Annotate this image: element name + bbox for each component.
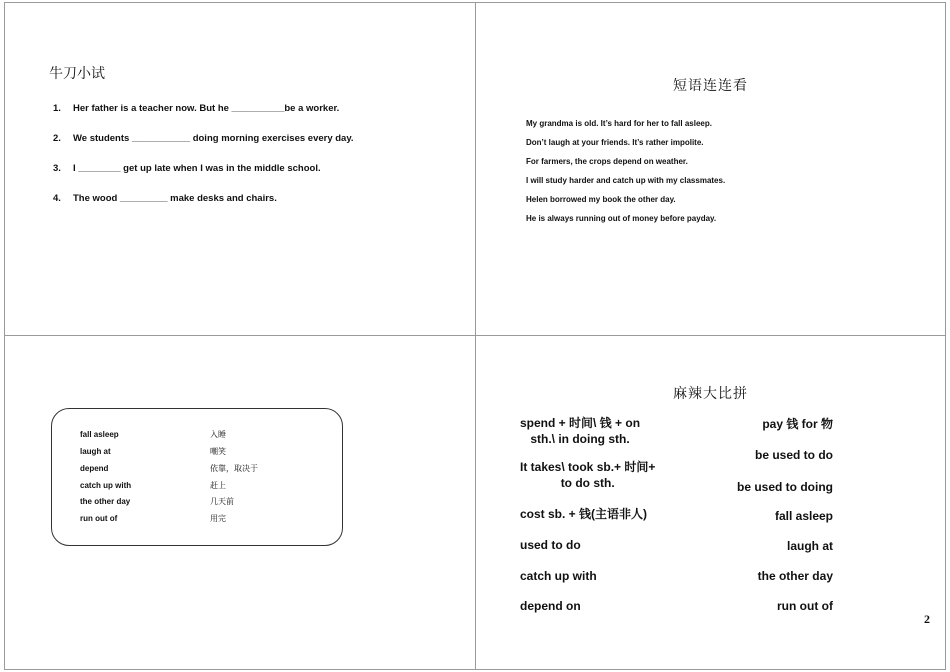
vocab-chinese: 几天前 — [210, 497, 234, 506]
right-phrase: be used to doing — [737, 480, 833, 494]
slide-comparison — [475, 335, 946, 670]
sentence-item: Helen borrowed my book the other day. — [526, 195, 676, 204]
right-phrase: laugh at — [786, 539, 833, 553]
right-phrase: run out of — [777, 599, 833, 613]
left-phrase: used to do — [520, 538, 581, 552]
left-phrase-line: sth.\ in doing sth. — [530, 432, 630, 446]
page-number: 2 — [924, 612, 930, 626]
left-phrase-line: spend + 时间\ 钱 + on — [520, 416, 641, 430]
question-number: 3. — [53, 163, 61, 174]
question-number: 2. — [53, 133, 61, 144]
vocab-english: run out of — [80, 514, 118, 523]
vocab-english: fall asleep — [80, 430, 119, 439]
sentence-item: He is always running out of money before payday. — [526, 214, 717, 223]
vocab-chinese: 依靠，取决于 — [210, 464, 258, 473]
right-phrase: fall asleep — [774, 509, 833, 523]
vocab-english: the other day — [80, 497, 131, 506]
right-phrase: be used to do — [755, 448, 833, 462]
right-phrase: the other day — [757, 569, 833, 583]
sentence-list — [526, 118, 725, 232]
vocab-english: laugh at — [80, 447, 111, 456]
vocab-english: catch up with — [80, 481, 132, 490]
question-text: We students ___________ doing morning exercises every day. — [73, 133, 354, 144]
left-phrase-line: to do sth. — [560, 476, 615, 490]
left-phrase-line: It takes\ took sb.+ 时间+ — [520, 460, 656, 474]
vocab-pair — [80, 463, 258, 480]
vocab-chinese: 赶上 — [210, 481, 226, 490]
left-phrase: cost sb. + 钱(主语非人) — [520, 507, 648, 521]
left-phrase — [520, 459, 655, 491]
question-item — [53, 163, 354, 193]
question-text: I ________ get up late when I was in the middle school. — [73, 163, 321, 174]
question-item — [53, 193, 354, 223]
sentence-item: My grandma is old. It’s hard for her to fall asleep. — [526, 119, 712, 128]
slide2-title: 短语连连看 — [673, 78, 748, 94]
question-item — [53, 103, 354, 133]
slide1-title: 牛刀小试 — [49, 65, 105, 81]
question-text: The wood _________ make desks and chairs. — [73, 193, 277, 204]
question-number: 1. — [53, 103, 61, 114]
vocab-pair — [80, 480, 226, 497]
sentence-item: Don’t laugh at your friends. It’s rather impolite. — [526, 138, 704, 147]
left-phrase — [520, 415, 640, 447]
sentence-item: For farmers, the crops depend on weather. — [526, 157, 688, 166]
vocab-pair — [80, 446, 226, 463]
question-item — [53, 133, 354, 163]
right-phrase: pay 钱 for 物 — [762, 417, 833, 431]
vocab-pair — [80, 429, 226, 446]
left-phrase: catch up with — [520, 569, 597, 583]
vocab-chinese: 用完 — [210, 514, 226, 523]
sentence-item: I will study harder and catch up with my classmates. — [526, 176, 726, 185]
vocab-english: depend — [80, 464, 109, 473]
vocab-pair — [80, 513, 226, 530]
slide-vocabulary — [4, 335, 476, 670]
vocab-pair — [80, 496, 234, 513]
left-phrase: depend on — [520, 599, 581, 613]
slide-practice — [4, 2, 476, 336]
slide-phrase-matching — [475, 2, 946, 336]
question-list — [53, 103, 354, 223]
slide4-title: 麻辣大比拼 — [673, 386, 748, 402]
vocab-chinese: 入睡 — [210, 430, 226, 439]
vocabulary-box — [51, 408, 343, 546]
vocab-chinese: 嘲笑 — [210, 447, 226, 456]
question-number: 4. — [53, 193, 61, 204]
question-text: Her father is a teacher now. But he __________be a worker. — [73, 103, 340, 114]
